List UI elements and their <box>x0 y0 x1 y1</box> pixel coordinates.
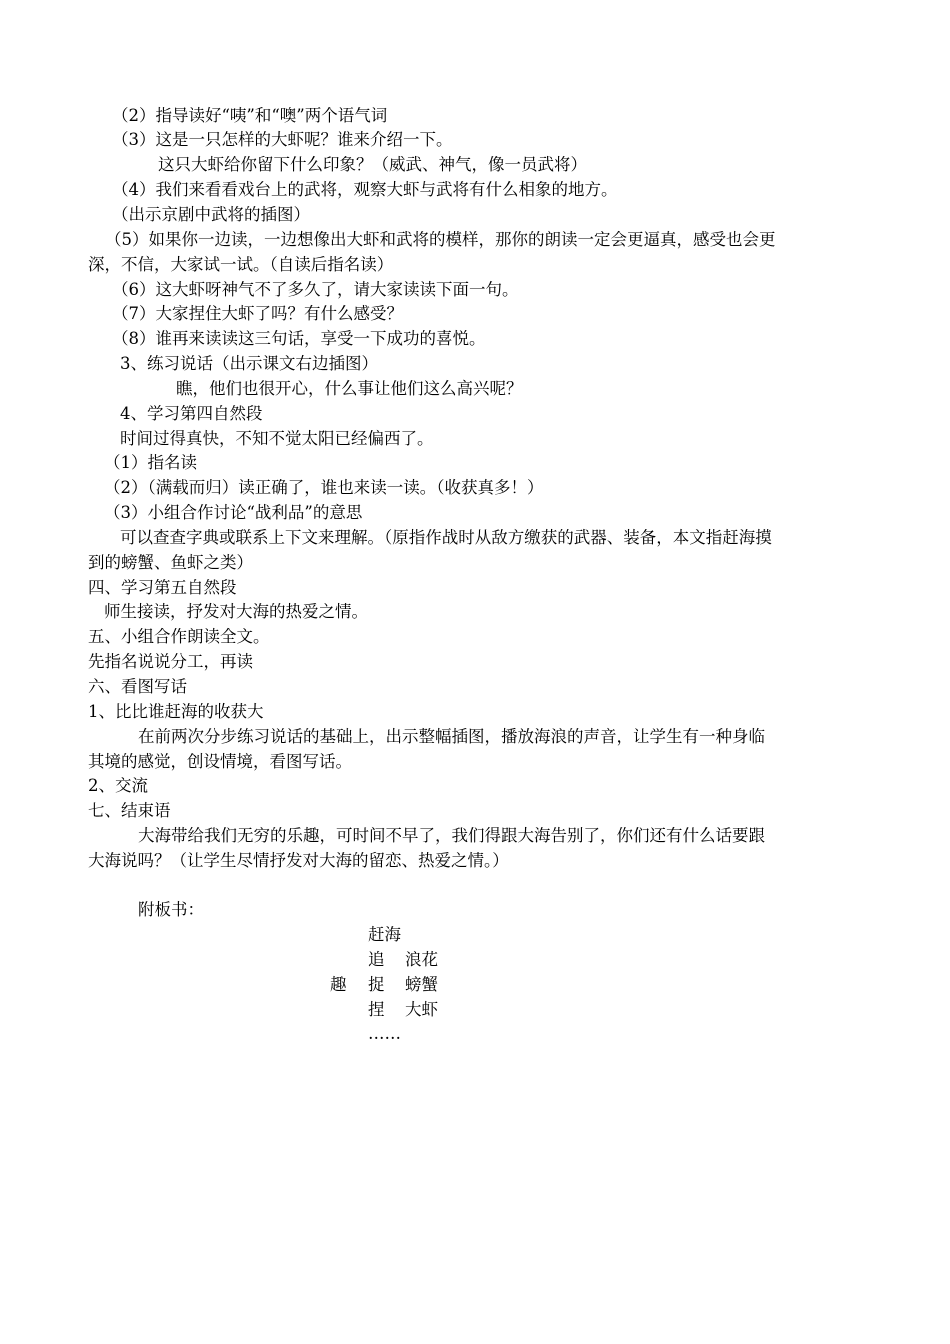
board-object: 螃蟹 <box>405 975 438 994</box>
text-line: （8）谁再来读读这三句话，享受一下成功的喜悦。 <box>112 329 486 348</box>
text-line: 其境的感觉，创设情境，看图写话。 <box>88 752 352 771</box>
text-line: 在前两次分步练习说话的基础上，出示整幅插图，播放海浪的声音，让学生有一种身临 <box>138 727 765 746</box>
board-object: 大虾 <box>405 1000 438 1019</box>
text-line: 五、小组合作朗读全文。 <box>88 627 270 646</box>
text-line: 师生接读，抒发对大海的热爱之情。 <box>104 602 368 621</box>
text-line: 附板书： <box>138 900 204 919</box>
text-line: （4）我们来看看戏台上的武将，观察大虾与武将有什么相象的地方。 <box>112 180 618 199</box>
text-line: 四、学习第五自然段 <box>88 578 237 597</box>
text-line: （3）这是一只怎样的大虾呢？谁来介绍一下。 <box>112 130 453 149</box>
board-left-word: 趣 <box>330 975 347 994</box>
text-line: 大海说吗？（让学生尽情抒发对大海的留恋、热爱之情。） <box>88 851 509 870</box>
text-line: 大海带给我们无穷的乐趣，可时间不早了，我们得跟大海告别了，你们还有什么话要跟 <box>138 826 765 845</box>
text-line: （1）指名读 <box>104 453 197 472</box>
text-line: 3、练习说话（出示课文右边插图） <box>120 354 378 373</box>
text-line: 可以查查字典或联系上下文来理解。（原指作战时从敌方缴获的武器、装备，本文指赶海摸 <box>120 528 772 547</box>
text-line: （出示京剧中武将的插图） <box>112 205 310 224</box>
text-line: （3）小组合作讨论“战利品”的意思 <box>104 503 363 522</box>
board-verb: 捏 <box>368 1000 385 1019</box>
board-object: 浪花 <box>405 950 438 969</box>
board-verb: 追 <box>368 950 385 969</box>
text-line: （6）这大虾呀神气不了多久了，请大家读读下面一句。 <box>112 280 519 299</box>
text-line: （7）大家捏住大虾了吗？有什么感受？ <box>112 304 403 323</box>
text-line: 先指名说说分工，再读 <box>88 652 253 671</box>
board-title: 赶海 <box>368 925 401 944</box>
text-line: 七、结束语 <box>88 801 171 820</box>
text-line: 2、交流 <box>88 776 148 795</box>
text-line: 瞧，他们也很开心，什么事让他们这么高兴呢？ <box>176 379 523 398</box>
text-line: （2）指导读好“咦”和“噢”两个语气词 <box>112 106 388 125</box>
text-line: （5）如果你一边读，一边想像出大虾和武将的模样，那你的朗读一定会更逼真，感受也会更 <box>105 230 776 249</box>
text-line: 4、学习第四自然段 <box>120 404 263 423</box>
text-line: 六、看图写话 <box>88 677 187 696</box>
text-line: （2）（满载而归）读正确了，谁也来读一读。（收获真多！） <box>104 478 544 497</box>
text-line: 1、比比谁赶海的收获大 <box>88 702 264 721</box>
text-line: 到的螃蟹、鱼虾之类） <box>88 553 253 572</box>
text-line: 深，不信，大家试一试。（自读后指名读） <box>88 255 394 274</box>
text-line: 时间过得真快，不知不觉太阳已经偏西了。 <box>120 429 434 448</box>
board-verb: 捉 <box>368 975 385 994</box>
text-line: 这只大虾给你留下什么印象？（威武、神气，像一员武将） <box>158 155 587 174</box>
board-ellipsis: …… <box>368 1024 401 1043</box>
